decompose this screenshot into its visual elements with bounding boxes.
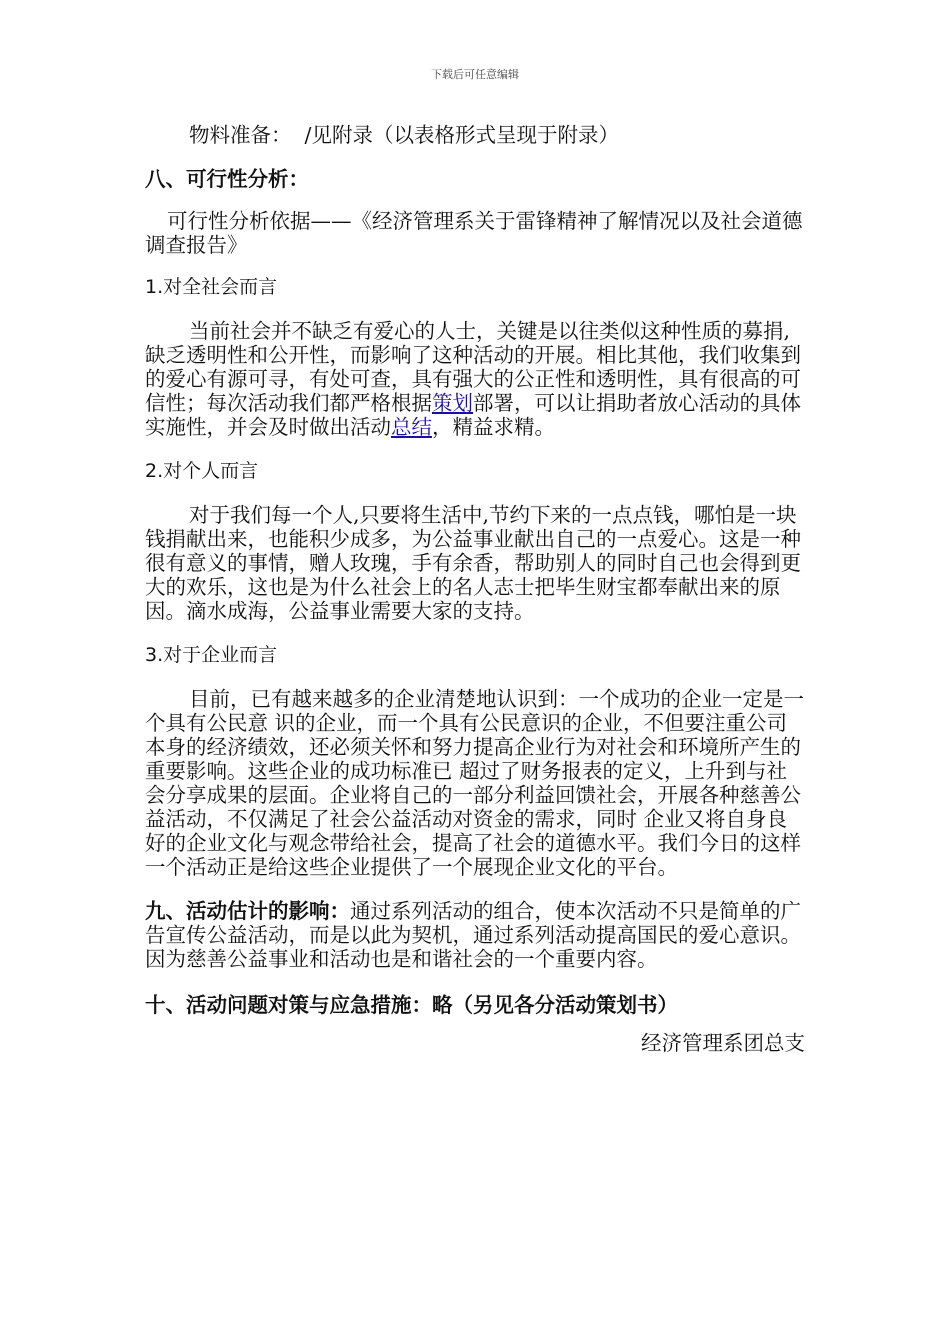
section-8-sub1-paragraph bbox=[145, 319, 805, 439]
document-body bbox=[145, 118, 805, 1055]
section-10-heading: 十、活动问题对策与应急措施：略（另见各分活动策划书） bbox=[145, 993, 678, 1017]
section-9-paragraph bbox=[145, 899, 805, 971]
sub1-text-part3: ，精益求精。 bbox=[432, 415, 555, 439]
materials-line bbox=[145, 123, 805, 147]
section-8-sub3-paragraph: 目前，已有越来越多的企业清楚地认识到：一个成功的企业一定是一个具有公民意 识的企业，而一个具有公民意识的企业，不但要注重公司本身的经济绩效，还必须关怀和努力提高企业行为对社会和环境所产生的重要影响。这些企业的成功标准已 超过了财务报表的定义，上升到与社会分享成果的层面。企业将自己的一部分利益回馈社会，开展各种慈善公益活动，不仅满足了社会公益活动对资金的需求，同时 企业又将自身良好的企业文化与观念带给社会，提高了社会的道德水平。我们今日的这样一个活动正是给这些企业提供了一个展现企业文化的平台。 bbox=[145, 687, 804, 879]
materials-label: 物料准备： bbox=[189, 123, 292, 147]
section-8-sub1-title: 1.对全社会而言 bbox=[145, 276, 278, 298]
sub1-text-part1: 当前社会并不缺乏有爱心的人士，关键是以往类似这种性质的募捐,缺乏透明性和公开性，而影响了这种活动的开展。相比其他，我们收集到的爱心有源可寻，有处可查，具有强大的公正性和透明性，具有很高的可信性；每次活动我们都严格根据 bbox=[145, 319, 801, 415]
section-9-heading: 九、活动估计的影响： bbox=[145, 899, 350, 923]
signature: 经济管理系团总支 bbox=[641, 1031, 805, 1055]
link-planning[interactable]: 策划 bbox=[432, 391, 473, 415]
header-note: 下载后可任意编辑 bbox=[431, 68, 519, 81]
section-8-sub3-title: 3.对于企业而言 bbox=[145, 644, 278, 666]
section-9-text: 通过系列活动的组合，使本次活动不只是简单的广告宣传公益活动，而是以此为契机，通过系列活动提高国民的爱心意识。因为慈善公益事业和活动也是和谐社会的一个重要内容。 bbox=[145, 899, 801, 971]
section-8-sub2-title: 2.对个人而言 bbox=[145, 460, 259, 482]
section-8-sub2-paragraph: 对于我们每一个人,只要将生活中,节约下来的一点点钱，哪怕是一块钱捐献出来，也能积少成多，为公益事业献出自己的一点爱心。这是一种很有意义的事情，赠人玫瑰，手有余香，帮助别人的同时自己也会得到更大的欢乐，这也是为什么社会上的名人志士把毕生财宝都奉献出来的原因。滴水成海，公益事业需要大家的支持。 bbox=[145, 503, 801, 623]
sub1-text-part2: 部署，可以让捐助者放心活动的具体实施性，并会及时做出活动 bbox=[145, 391, 801, 439]
materials-text: /见附录（以表格形式呈现于附录） bbox=[304, 123, 619, 147]
section-8-heading: 八、可行性分析： bbox=[145, 167, 309, 191]
link-summary[interactable]: 总结 bbox=[391, 415, 432, 439]
section-8-basis: 可行性分析依据——《经济管理系关于雷锋精神了解情况以及社会道德调查报告》 bbox=[145, 209, 803, 257]
